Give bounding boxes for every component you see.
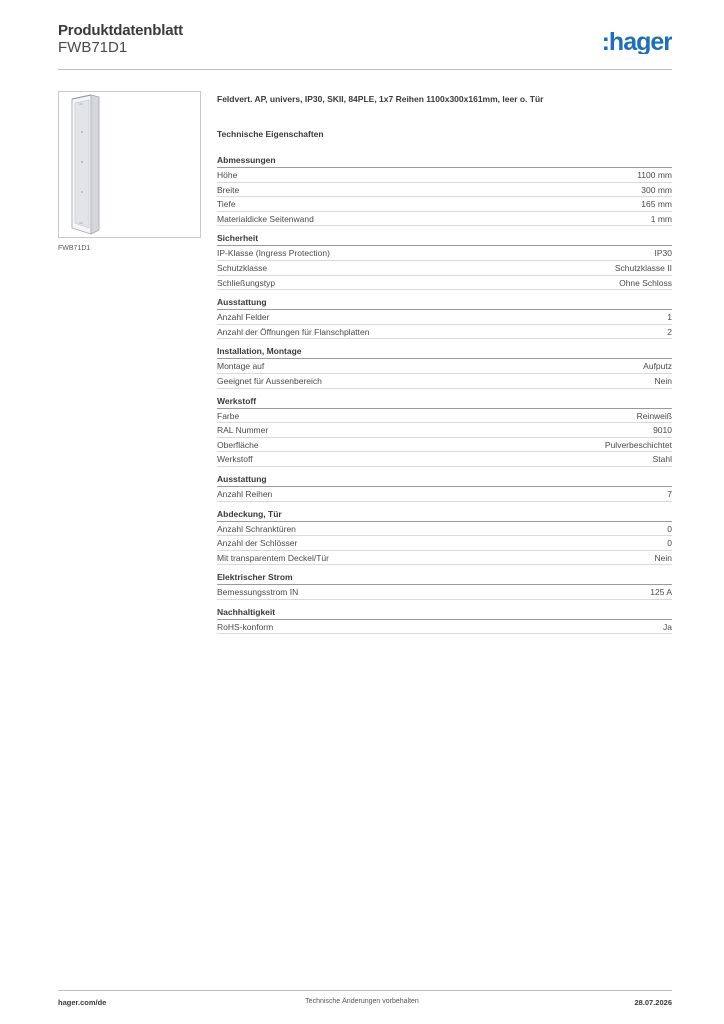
property-value: 7 [667, 488, 672, 499]
property-label: RoHS-konform [217, 621, 274, 632]
property-label: Anzahl Schranktüren [217, 523, 296, 534]
property-row [217, 551, 672, 566]
property-label: IP-Klasse (Ingress Protection) [217, 248, 330, 259]
property-row [217, 276, 672, 291]
product-image [58, 91, 201, 238]
section-title: Nachhaltigkeit [217, 607, 672, 620]
property-section [217, 509, 672, 566]
section-title: Ausstattung [217, 297, 672, 310]
property-value: 1100 mm [637, 170, 672, 180]
property-label: RAL Nummer [217, 425, 269, 436]
property-section [217, 233, 672, 290]
property-label: Werkstoff [217, 454, 253, 465]
property-section [217, 474, 672, 502]
product-description: Feldvert. AP, univers, IP30, SKII, 84PLE, 1x7 Reihen 1100x300x161mm, leer o. Tür [217, 94, 544, 104]
product-code: FWB71D1 [58, 39, 128, 56]
property-label: Anzahl Felder [217, 312, 270, 323]
property-row [217, 310, 672, 325]
property-value: Nein [654, 552, 672, 563]
property-row [217, 197, 672, 212]
property-label: Oberfläche [217, 439, 259, 450]
property-value: Reinweiß [636, 410, 672, 421]
footer-date: 28.07.2026 [634, 998, 672, 1007]
property-row [217, 359, 672, 374]
property-row [217, 261, 672, 276]
property-label: Farbe [217, 410, 240, 421]
property-value: Pulverbeschichtet [604, 439, 672, 450]
document-title: Produktdatenblatt [58, 22, 183, 39]
property-label: Schließungstyp [217, 277, 276, 288]
property-value: 1 [667, 312, 672, 323]
property-label: Anzahl der Schlösser [217, 538, 298, 549]
product-details [217, 94, 672, 634]
property-section [217, 572, 672, 600]
property-value: 300 mm [641, 184, 672, 195]
property-value: Stahl [652, 454, 672, 465]
property-value: Aufputz [643, 361, 672, 372]
property-section [217, 346, 672, 388]
property-value: 0 [667, 523, 672, 534]
property-row [217, 452, 672, 467]
property-value: 9010 [653, 425, 672, 436]
image-caption: FWB71D1 [58, 245, 91, 252]
property-value: 2 [667, 326, 672, 337]
property-row [217, 246, 672, 261]
property-row [217, 168, 672, 183]
property-row [217, 183, 672, 198]
section-title: Installation, Montage [217, 346, 672, 359]
property-label: Höhe [217, 170, 238, 180]
property-value: Nein [654, 375, 672, 386]
property-row [217, 585, 672, 600]
property-section [217, 607, 672, 635]
property-label: Materialdicke Seitenwand [217, 213, 314, 224]
section-title: Ausstattung [217, 474, 672, 487]
property-value: 0 [667, 538, 672, 549]
section-title: Abmessungen [217, 155, 672, 168]
header-divider [58, 69, 672, 70]
property-label: Anzahl Reihen [217, 488, 273, 499]
hager-logo [582, 28, 672, 54]
property-label: Tiefe [217, 199, 236, 210]
section-title: Elektrischer Strom [217, 572, 672, 585]
property-row [217, 374, 672, 389]
property-row [217, 409, 672, 424]
property-value: 165 mm [641, 199, 672, 210]
property-row [217, 522, 672, 537]
footer-website: hager.com/de [58, 998, 107, 1007]
property-value: IP30 [654, 248, 672, 259]
property-value: Ohne Schloss [619, 277, 672, 288]
property-label: Schutzklasse [217, 262, 268, 273]
property-row [217, 212, 672, 227]
logo-text: :hager [601, 28, 672, 54]
property-section [217, 155, 672, 226]
property-label: Geeignet für Aussenbereich [217, 375, 322, 386]
property-row [217, 438, 672, 453]
property-value: Ja [663, 621, 672, 632]
property-row [217, 423, 672, 438]
property-row [217, 620, 672, 635]
enclosure-illustration [59, 92, 200, 237]
property-section [217, 396, 672, 467]
property-label: Montage auf [217, 361, 265, 372]
property-value: Schutzklasse II [614, 262, 672, 273]
property-label: Breite [217, 184, 240, 195]
property-label: Mit transparentem Deckel/Tür [217, 552, 329, 563]
property-label: Anzahl der Öffnungen für Flanschplatten [217, 326, 370, 337]
footer-note: Technische Änderungen vorbehalten [305, 998, 419, 1005]
property-value: 125 A [650, 587, 672, 598]
section-title: Werkstoff [217, 396, 672, 409]
page-header [58, 22, 672, 70]
property-value: 1 mm [650, 213, 672, 224]
property-section [217, 297, 672, 339]
properties-sections [217, 155, 672, 634]
footer-divider [58, 990, 672, 991]
section-title: Sicherheit [217, 233, 672, 246]
technical-properties-title: Technische Eigenschaften [217, 129, 324, 139]
property-row [217, 487, 672, 502]
property-label: Bemessungsstrom IN [217, 587, 299, 598]
property-row [217, 325, 672, 340]
section-title: Abdeckung, Tür [217, 509, 672, 522]
property-row [217, 536, 672, 551]
